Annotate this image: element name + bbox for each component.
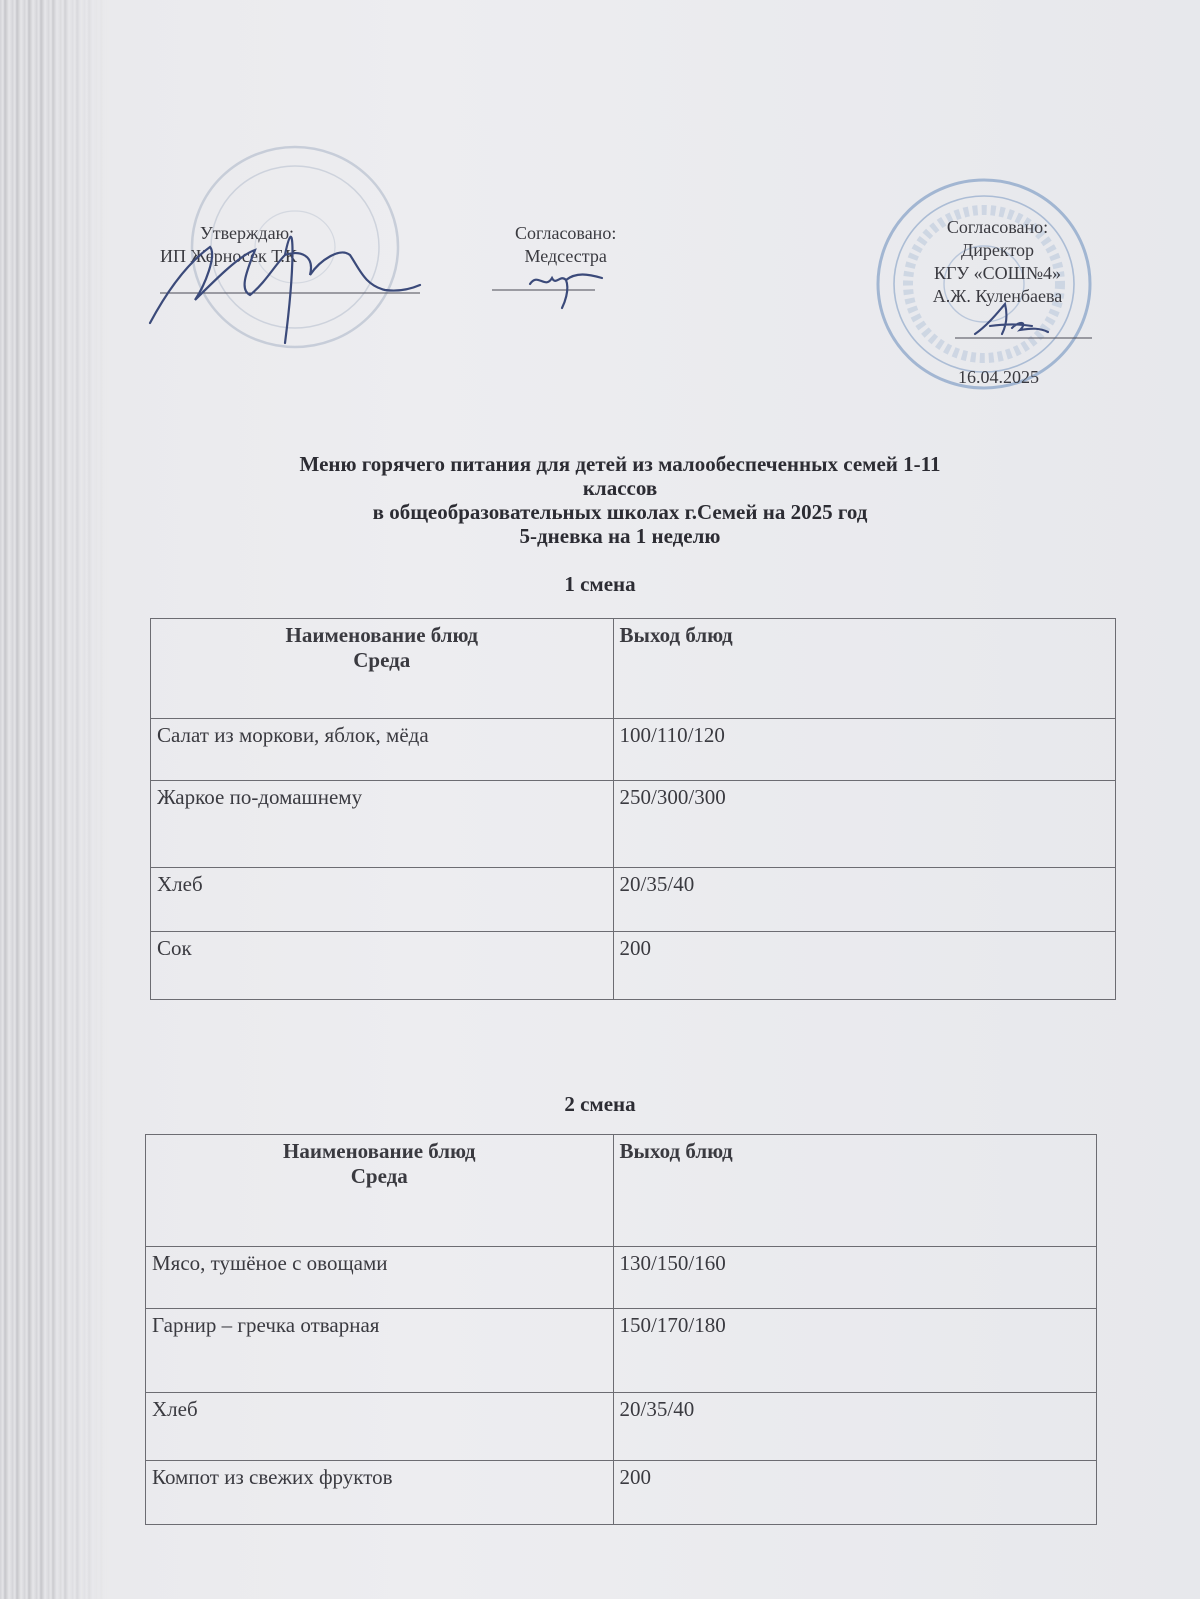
signature-left-icon	[145, 195, 425, 345]
header-day-label: Среда	[353, 648, 411, 672]
dish-cell: Мясо, тушёное с овощами	[146, 1247, 614, 1309]
dish-cell: Гарнир – гречка отварная	[146, 1309, 614, 1393]
table-row	[151, 781, 1116, 868]
signature-right-icon	[950, 300, 1100, 345]
approval-left-caption: Утверждаю:	[200, 223, 295, 243]
approval-right-org: КГУ «СОШ№4»	[934, 263, 1061, 283]
title-line-3: в общеобразовательных школах г.Семей на 2025 год	[372, 500, 868, 524]
header-day-label: Среда	[350, 1164, 408, 1188]
dish-cell: Хлеб	[151, 868, 614, 932]
yield-cell: 130/150/160	[613, 1247, 1096, 1309]
table-row	[151, 932, 1116, 1000]
yield-cell: 100/110/120	[613, 719, 1115, 781]
header-dish-cell	[151, 619, 614, 719]
table-row	[146, 1461, 1097, 1525]
yield-cell: 20/35/40	[613, 868, 1115, 932]
header-dish-label: Наименование блюд	[285, 623, 479, 647]
approval-right-role: Директор	[960, 240, 1035, 260]
paper-shadow-edge	[0, 0, 110, 1599]
approval-left-name: ИП Жерносек Т.К	[160, 246, 297, 266]
dish-cell: Сок	[151, 932, 614, 1000]
approval-middle-role: Медсестра	[524, 246, 607, 266]
shift1-label: 1 смена	[564, 572, 636, 596]
table-row	[151, 868, 1116, 932]
yield-cell: 200	[613, 1461, 1096, 1525]
table-row	[146, 1309, 1097, 1393]
approval-date: 16.04.2025	[958, 367, 1039, 387]
signature-middle-icon	[490, 262, 620, 312]
approval-right-name: А.Ж. Куленбаева	[932, 286, 1063, 306]
dish-cell: Жаркое по-домашнему	[151, 781, 614, 868]
shift1-table	[150, 618, 1116, 1000]
table-row	[146, 1247, 1097, 1309]
approval-middle-caption: Согласовано:	[515, 223, 617, 243]
title-line-4: 5-дневка на 1 неделю	[519, 524, 721, 548]
yield-cell: 250/300/300	[613, 781, 1115, 868]
table-header-row	[151, 619, 1116, 719]
header-dish-label: Наименование блюд	[283, 1139, 476, 1163]
yield-cell: 200	[613, 932, 1115, 1000]
title-line-1: Меню горячего питания для детей из малообеспеченных семей 1-11	[299, 452, 941, 476]
table-row	[151, 719, 1116, 781]
approval-right-caption: Согласовано:	[946, 217, 1049, 237]
yield-cell: 20/35/40	[613, 1393, 1096, 1461]
dish-cell: Салат из моркови, яблок, мёда	[151, 719, 614, 781]
header-yield-cell: Выход блюд	[613, 619, 1115, 719]
shift2-label: 2 смена	[564, 1092, 636, 1116]
dish-cell: Компот из свежих фруктов	[146, 1461, 614, 1525]
shift2-table	[145, 1134, 1097, 1525]
table-header-row	[146, 1135, 1097, 1247]
header-dish-cell	[146, 1135, 614, 1247]
yield-cell: 150/170/180	[613, 1309, 1096, 1393]
title-line-2: классов	[582, 476, 658, 500]
table-row	[146, 1393, 1097, 1461]
approval-right	[900, 216, 1095, 308]
dish-cell: Хлеб	[146, 1393, 614, 1461]
header-yield-cell: Выход блюд	[613, 1135, 1096, 1247]
document-title	[160, 452, 1080, 548]
